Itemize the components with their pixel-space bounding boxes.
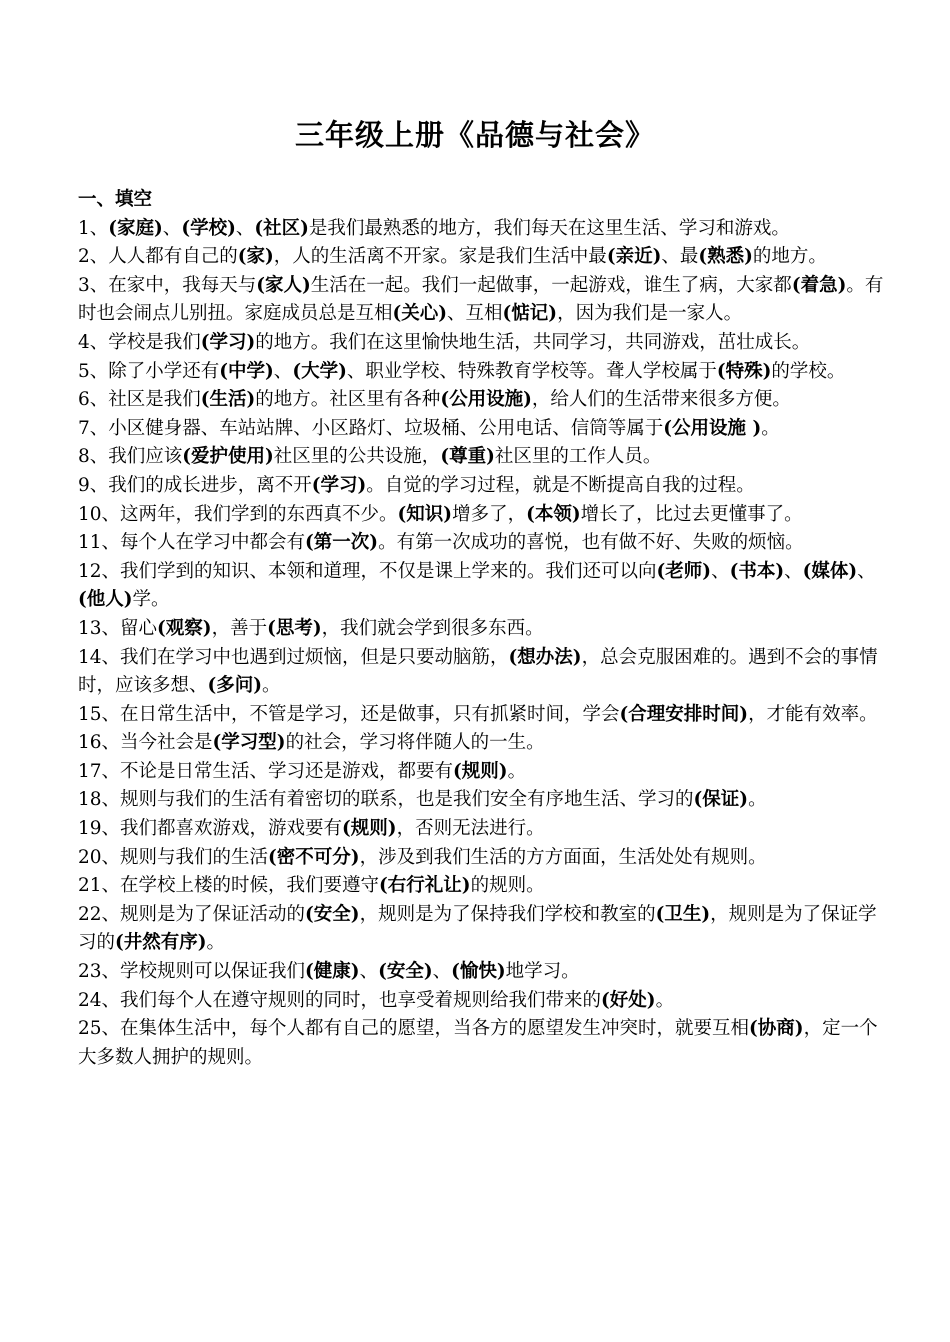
answer-text: (健康) (305, 961, 360, 983)
answer-text: (第一次) (305, 532, 379, 554)
answer-text: (熟悉) (698, 246, 753, 268)
question-text: 2、人人都有自己的 (78, 246, 238, 268)
answer-text: (公用设施 ) (663, 417, 762, 439)
question-text: 的规则。 (470, 875, 545, 897)
question-text: ，善于 (211, 617, 268, 639)
question-text: 增多了， (452, 503, 527, 525)
question-text: 3、在家中，我每天与 (78, 274, 257, 296)
answer-text: (密不可分) (268, 846, 360, 868)
list-item (78, 844, 886, 873)
list-item (78, 329, 886, 358)
answer-text: (学习) (311, 474, 367, 496)
answer-text: (生活) (200, 389, 256, 411)
question-text: 的社会，学习将伴随人的一生。 (285, 732, 545, 754)
list-item (78, 815, 886, 844)
question-text: 21、在学校上楼的时候，我们要遵守 (78, 875, 380, 897)
list-item (78, 786, 886, 815)
list-item (78, 644, 886, 701)
question-text: ，人的生活离不开家。家是我们生活中最 (273, 246, 607, 268)
answer-text: (关心) (392, 303, 448, 325)
document-body (78, 186, 886, 1072)
question-text: 、 (432, 961, 452, 983)
list-item (78, 243, 886, 272)
question-text: 12、我们学到的知识、本领和道理，不仅是课上学来的。我们还可以向 (78, 560, 657, 582)
answer-text: (规则) (453, 760, 508, 782)
list-item (78, 386, 886, 415)
question-text: 社区里的工作人员。 (494, 446, 662, 468)
question-text: 生活在一起。我们一起做事，一起游戏，谁生了病，大家都 (310, 274, 792, 296)
question-text: 4、学校是我们 (78, 331, 201, 353)
list-item (78, 472, 886, 501)
answer-text: (思考) (267, 617, 322, 639)
answer-text: (大学) (292, 360, 347, 382)
answer-text: (协商) (749, 1018, 804, 1040)
answer-text: (老师) (656, 560, 712, 582)
answer-text: (卫生) (655, 903, 711, 925)
answer-text: (安全) (378, 961, 433, 983)
question-text: 。 (262, 675, 281, 697)
list-item (78, 215, 886, 244)
list-item (78, 701, 886, 730)
question-text: 8、我们应该 (78, 446, 183, 468)
answer-text: (安全) (305, 903, 360, 925)
answer-text: (保证) (693, 789, 749, 811)
question-text: 、 (359, 961, 379, 983)
list-item (78, 529, 886, 558)
question-text: 的地方。 (752, 246, 827, 268)
question-text: 学。 (132, 589, 170, 611)
question-text: 18、规则与我们的生活有着密切的联系，也是我们安全有序地生活、学习的 (78, 789, 694, 811)
answer-text: (中学) (219, 360, 274, 382)
section-heading: 一、填空 (78, 189, 153, 210)
list-item (78, 443, 886, 472)
list-item (78, 758, 886, 787)
question-text: 、 (162, 217, 182, 239)
question-text: 、互相 (447, 303, 503, 325)
question-text: 20、规则与我们的生活 (78, 846, 269, 868)
answer-text: (学习型) (212, 732, 286, 754)
question-text: ，总会克服困难的。遇到不会的事情时，应该多想、 (78, 646, 878, 697)
list-item (78, 1015, 886, 1072)
question-text: 、最 (661, 246, 699, 268)
question-text: 25、在集体生活中，每个人都有自己的愿望，当各方的愿望发生冲突时，就要互相 (78, 1018, 750, 1040)
question-text: 。自觉的学习过程，就是不断提高自我的过程。 (366, 474, 755, 496)
answer-text: (媒体) (802, 560, 858, 582)
answer-text: (学习) (200, 331, 256, 353)
answer-text: (家庭) (108, 217, 163, 239)
question-text: 9、我们的成长进步，离不开 (78, 474, 312, 496)
question-text: 24、我们每个人在遵守规则的同时，也享受着规则给我们带来的 (78, 989, 602, 1011)
answer-text: (特殊) (716, 360, 772, 382)
page-title: 三年级上册《品德与社会》 (294, 118, 655, 152)
question-text: 。 (655, 989, 675, 1011)
list-item (78, 729, 886, 758)
question-text: ，规则是为了保证学习的 (78, 903, 877, 954)
question-text: 是我们最熟悉的地方，我们每天在这里生活、学习和游戏。 (308, 217, 790, 239)
question-text: 23、学校规则可以保证我们 (78, 961, 306, 983)
question-text: 地学习。 (505, 961, 580, 983)
question-text: 的地方。我们在这里愉快地生活，共同学习，共同游戏，茁壮成长。 (255, 331, 811, 353)
answer-text: (规则) (342, 818, 397, 840)
question-text: 。有第一次成功的喜悦，也有做不好、失败的烦恼。 (378, 532, 804, 554)
question-text: 的地方。社区里有各种 (255, 389, 441, 411)
question-text: 16、当今社会是 (78, 732, 213, 754)
answer-text: (想办法) (508, 646, 582, 668)
answer-text: (多问) (207, 675, 263, 697)
answer-text: (愉快) (451, 961, 506, 983)
question-text: 。 (206, 932, 226, 954)
question-text: 、职业学校、特殊教育学校等。聋人学校属于 (346, 360, 717, 382)
question-text: 、 (235, 217, 255, 239)
question-text: 1、 (78, 217, 109, 239)
question-text: ，定一个大多数人拥护的规则。 (78, 1018, 878, 1068)
question-text: 社区里的公共设施， (273, 446, 441, 468)
answer-text: (本领) (526, 503, 581, 525)
list-item (78, 901, 886, 958)
answer-text: (惦记) (502, 303, 558, 325)
question-text: ，涉及到我们生活的方方面面，生活处处有规则。 (359, 846, 767, 868)
question-text: 6、社区是我们 (78, 389, 201, 411)
question-text: ，才能有效率。 (748, 703, 878, 725)
question-text: ，我们就会学到很多东西。 (321, 617, 544, 639)
question-text: ，给人们的生活带来很多方便。 (531, 389, 791, 411)
list-item (78, 272, 886, 329)
question-text: 5、除了小学还有 (78, 360, 220, 382)
answer-text: (井然有序) (115, 932, 207, 954)
question-text: ，规则是为了保持我们学校和教室的 (359, 903, 656, 925)
answer-text: (观察) (157, 617, 212, 639)
answer-text: (社区) (254, 217, 309, 239)
answer-text: (知识) (397, 503, 453, 525)
question-text: 17、不论是日常生活、学习还是游戏，都要有 (78, 760, 454, 782)
answer-text: (家) (237, 246, 274, 268)
answer-text: (尊重) (440, 446, 495, 468)
answer-text: (学校) (181, 217, 236, 239)
question-text: 、 (857, 560, 876, 582)
list-item (78, 958, 886, 987)
answer-text: (爱护使用) (182, 446, 274, 468)
answer-text: (家人) (256, 274, 311, 296)
list-item (78, 615, 886, 644)
fill-in-list (78, 215, 886, 1073)
list-item (78, 358, 886, 387)
question-text: ，否则无法进行。 (396, 818, 545, 840)
question-text: 、 (711, 560, 730, 582)
list-item (78, 501, 886, 530)
list-item (78, 872, 886, 901)
answer-text: (书本) (729, 560, 785, 582)
question-text: 14、我们在学习中也遇到过烦恼，但是只要动脑筋， (78, 646, 509, 668)
answer-text: (他人) (78, 589, 133, 611)
question-text: 、 (273, 360, 293, 382)
question-text: 、 (784, 560, 803, 582)
question-text: 。 (761, 417, 780, 439)
question-text: 增长了，比过去更懂事了。 (580, 503, 803, 525)
question-text: 11、每个人在学习中都会有 (78, 532, 306, 554)
answer-text: (合理安排时间) (619, 703, 749, 725)
question-text: 的学校。 (771, 360, 846, 382)
list-item (78, 558, 886, 615)
answer-text: (公用设施) (440, 389, 532, 411)
question-text: 。 (507, 760, 527, 782)
question-text: 22、规则是为了保证活动的 (78, 903, 306, 925)
question-text: ，因为我们是一家人。 (557, 303, 743, 325)
question-text: 。有时也会闹点儿别扭。家庭成员总是互相 (78, 274, 884, 325)
question-text: 7、小区健身器、车站站牌、小区路灯、垃圾桶、公用电话、信筒等属于 (78, 417, 664, 439)
question-text: 15、在日常生活中，不管是学习，还是做事，只有抓紧时间，学会 (78, 703, 620, 725)
answer-text: (着急) (791, 274, 847, 296)
list-item (78, 415, 886, 444)
answer-text: (好处) (601, 989, 656, 1011)
answer-text: (亲近) (606, 246, 662, 268)
list-item (78, 987, 886, 1016)
answer-text: (右行礼让) (379, 875, 471, 897)
question-text: 。 (748, 789, 767, 811)
question-text: 13、留心 (78, 617, 158, 639)
question-text: 19、我们都喜欢游戏，游戏要有 (78, 818, 343, 840)
question-text: 10、这两年，我们学到的东西真不少。 (78, 503, 398, 525)
